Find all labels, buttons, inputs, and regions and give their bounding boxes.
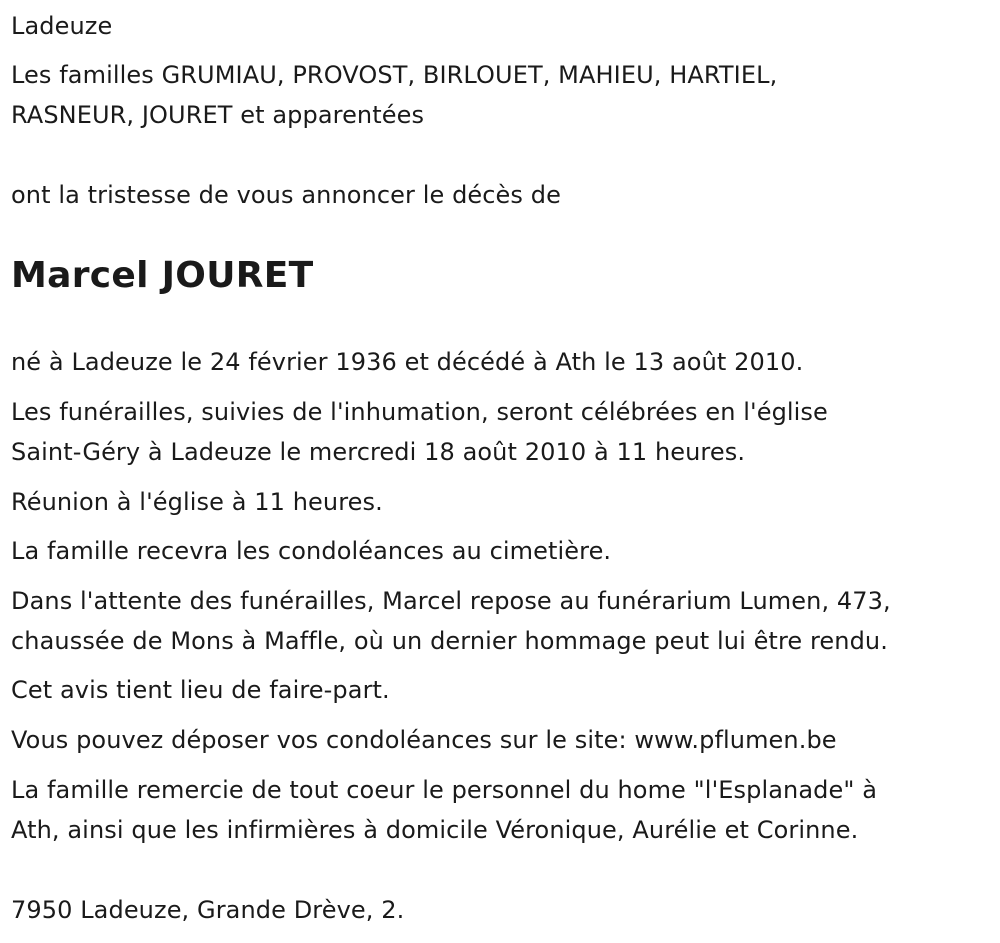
rest-line-1: Dans l'attente des funérailles, Marcel repose au funérarium Lumen, 473,: [11, 587, 891, 615]
birth-death-text: né à Ladeuze le 24 février 1936 et décédé à Ath le 13 août 2010.: [11, 348, 804, 376]
funeral-line-2: Saint-Géry à Ladeuze le mercredi 18 août 2010 à 11 heures.: [11, 438, 746, 466]
funeral-line-1: Les funérailles, suivies de l'inhumation, seront célébrées en l'église: [11, 398, 828, 426]
online-condolences-text: Vous pouvez déposer vos condoléances sur le site: www.pflumen.be: [11, 726, 837, 754]
announcement-text: ont la tristesse de vous annoncer le décès de: [11, 181, 561, 209]
condolences-cemetery-text: La famille recevra les condoléances au cimetière.: [11, 537, 612, 565]
faire-part-text: Cet avis tient lieu de faire-part.: [11, 676, 390, 704]
meeting-text: Réunion à l'église à 11 heures.: [11, 488, 383, 516]
families-line-2: RASNEUR, JOURET et apparentées: [11, 101, 425, 129]
deceased-name: Marcel JOURET: [11, 255, 314, 296]
rest-line-2: chaussée de Mons à Maffle, où un dernier hommage peut lui être rendu.: [11, 627, 888, 655]
village-heading: Ladeuze: [11, 12, 113, 40]
address-text: 7950 Ladeuze, Grande Drève, 2.: [11, 896, 405, 924]
thanks-line-1: La famille remercie de tout coeur le personnel du home "l'Esplanade" à: [11, 776, 878, 804]
families-line-1: Les familles GRUMIAU, PROVOST, BIRLOUET, MAHIEU, HARTIEL,: [11, 61, 778, 89]
thanks-line-2: Ath, ainsi que les infirmières à domicile Véronique, Aurélie et Corinne.: [11, 816, 859, 844]
